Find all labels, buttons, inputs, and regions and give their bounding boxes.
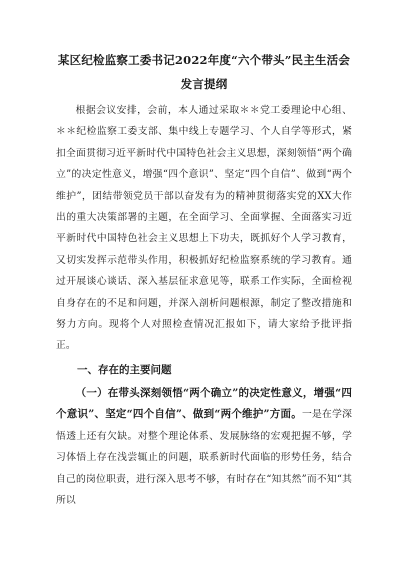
subsection-paragraph [56, 383, 352, 511]
subsection-heading: （一）在带头深刻领悟“两个确立”的决定性意义，增强“四个意识”、坚定“四个自信”、做到“两个维护”方面。 [56, 386, 352, 421]
intro-paragraph: 根据会议安排，会前，本人通过采取＊＊党工委理论中心组、＊＊纪检监察工委支部、集中线上专题学习、个人自学等形式，紧扣全面贯彻习近平新时代中国特色社会主义思想，深刻领悟“两个确立”的决定性意义，增强“四个意识”、坚定“四个自信”、做到“两个维护”，团结带领党员干部以奋发有为的精神贯彻落实党的XX大作出的重大决策部署的主题，在全面学习、全面掌握、全面落实习近平新时代中国特色社会主义思想上下功夫，既抓好个人学习教育，又切实发挥示范带头作用，积极抓好纪检监察系统的学习教育。通过开展谈心谈话、深入基层征求意见等，联系工作实际，全面检视自身存在的不足和问题，并深入剖析问题根源，制定了整改措施和努力方向。现将个人对照检查情况汇报如下，请大家给予批评指正。 [56, 105, 352, 352]
title-line-2: 发言提纲 [180, 77, 228, 91]
subsection-text: 一是在学深悟透上还有欠缺。对整个理论体系、发展脉络的宏观把握不够，学习体悟上存在浅尝辄止的问题，联系新时代面临的形势任务，结合自己的岗位职责，进行深入思考不够，有时存在“知其然”而不知“其所以 [56, 409, 352, 506]
document-title [56, 48, 352, 96]
section-heading: 一、存在的主要问题 [77, 363, 172, 376]
title-line-1: 某区纪检监察工委书记2022年度“六个带头”民主生活会 [57, 53, 351, 67]
